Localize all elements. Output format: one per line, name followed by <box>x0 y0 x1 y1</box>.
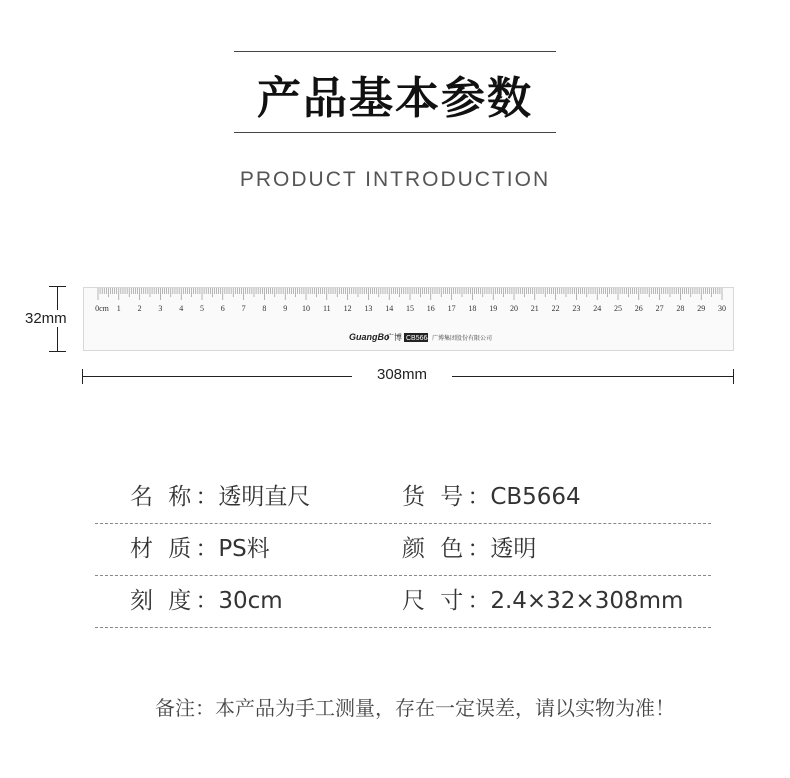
ruler-number-label: 7 <box>241 304 246 313</box>
ruler-number-label: 19 <box>489 304 498 313</box>
ruler-number-label: 16 <box>426 304 435 313</box>
height-dimension-label: 32mm <box>25 310 67 327</box>
ruler-number-label: 24 <box>593 304 602 313</box>
ruler-number-label: 1 <box>116 304 121 313</box>
spec-value: 透明直尺 <box>218 484 311 510</box>
ruler-number-label: 22 <box>551 304 560 313</box>
ruler-number-label: 10 <box>302 304 310 313</box>
spec-item: 刻 度：30cm <box>130 588 283 614</box>
ruler-number-label: 21 <box>530 304 539 313</box>
ruler-product-image <box>83 287 734 351</box>
spec-value: PS料 <box>218 536 270 562</box>
ruler-number-label: 4 <box>179 304 184 313</box>
height-dimension-bottom-cap <box>49 351 66 352</box>
ruler-drawing <box>84 288 735 352</box>
spec-row <box>95 524 711 576</box>
title-top-rule <box>234 51 556 52</box>
spec-item: 名 称：透明直尺 <box>130 484 311 510</box>
spec-row <box>95 576 711 628</box>
ruler-number-label: 29 <box>697 304 706 313</box>
ruler-number-label: 27 <box>655 304 664 313</box>
spec-key: 刻 度 <box>130 588 196 614</box>
ruler-number-label: 9 <box>283 304 288 313</box>
ruler-number-label: 14 <box>385 304 394 313</box>
width-dimension-left-cap <box>82 369 83 384</box>
spec-key: 颜 色 <box>402 536 468 562</box>
ruler-brand-cn: 广博 <box>386 333 402 342</box>
height-dimension-top-cap <box>49 286 66 287</box>
spec-value: 30cm <box>218 588 283 614</box>
ruler-number-label: 15 <box>406 304 414 313</box>
ruler-zero-label: 0cm <box>95 304 109 313</box>
ruler-number-label: 8 <box>262 304 267 313</box>
spec-item: 材 质：PS料 <box>130 536 270 562</box>
page-subtitle: PRODUCT INTRODUCTION <box>239 168 551 191</box>
ruler-number-label: 11 <box>322 304 331 313</box>
spec-value: 2.4×32×308mm <box>490 588 684 614</box>
ruler-number-label: 6 <box>220 304 225 313</box>
spec-value: 透明 <box>490 536 537 562</box>
ruler-number-label: 25 <box>614 304 622 313</box>
spec-key: 尺 寸 <box>402 588 468 614</box>
spec-item: 颜 色：透明 <box>402 536 537 562</box>
ruler-number-label: 17 <box>447 304 456 313</box>
disclaimer-note: 备注：本产品为手工测量，存在一定误差，请以实物为准！ <box>155 696 675 720</box>
spec-item: 货 号：CB5664 <box>402 484 581 510</box>
ruler-model-tag: CB5664 <box>406 335 432 342</box>
page-title: 产品基本参数 <box>257 73 533 124</box>
ruler-number-label: 20 <box>510 304 518 313</box>
ruler-number-label: 18 <box>468 304 477 313</box>
title-bottom-rule <box>234 132 556 133</box>
width-dimension-label: 308mm <box>352 366 452 383</box>
ruler-number-label: 12 <box>343 304 352 313</box>
ruler-number-label: 3 <box>158 304 163 313</box>
ruler-number-label: 30 <box>718 304 726 313</box>
spec-key: 材 质 <box>130 536 196 562</box>
spec-value: CB5664 <box>490 484 581 510</box>
ruler-number-label: 13 <box>364 304 373 313</box>
ruler-number-label: 2 <box>137 304 142 313</box>
ruler-number-label: 28 <box>676 304 685 313</box>
spec-key: 货 号 <box>402 484 468 510</box>
ruler-number-label: 23 <box>572 304 581 313</box>
ruler-number-label: 26 <box>634 304 643 313</box>
spec-item: 尺 寸：2.4×32×308mm <box>402 588 684 614</box>
dashed-divider <box>95 627 711 628</box>
width-dimension-right-cap <box>733 369 734 384</box>
ruler-brand-logo: GuangBo <box>349 332 390 342</box>
spec-key: 名 称 <box>130 484 196 510</box>
spec-row <box>95 472 711 524</box>
ruler-company-name: 广博集团股份有限公司 <box>432 335 493 342</box>
ruler-number-label: 5 <box>200 304 204 313</box>
